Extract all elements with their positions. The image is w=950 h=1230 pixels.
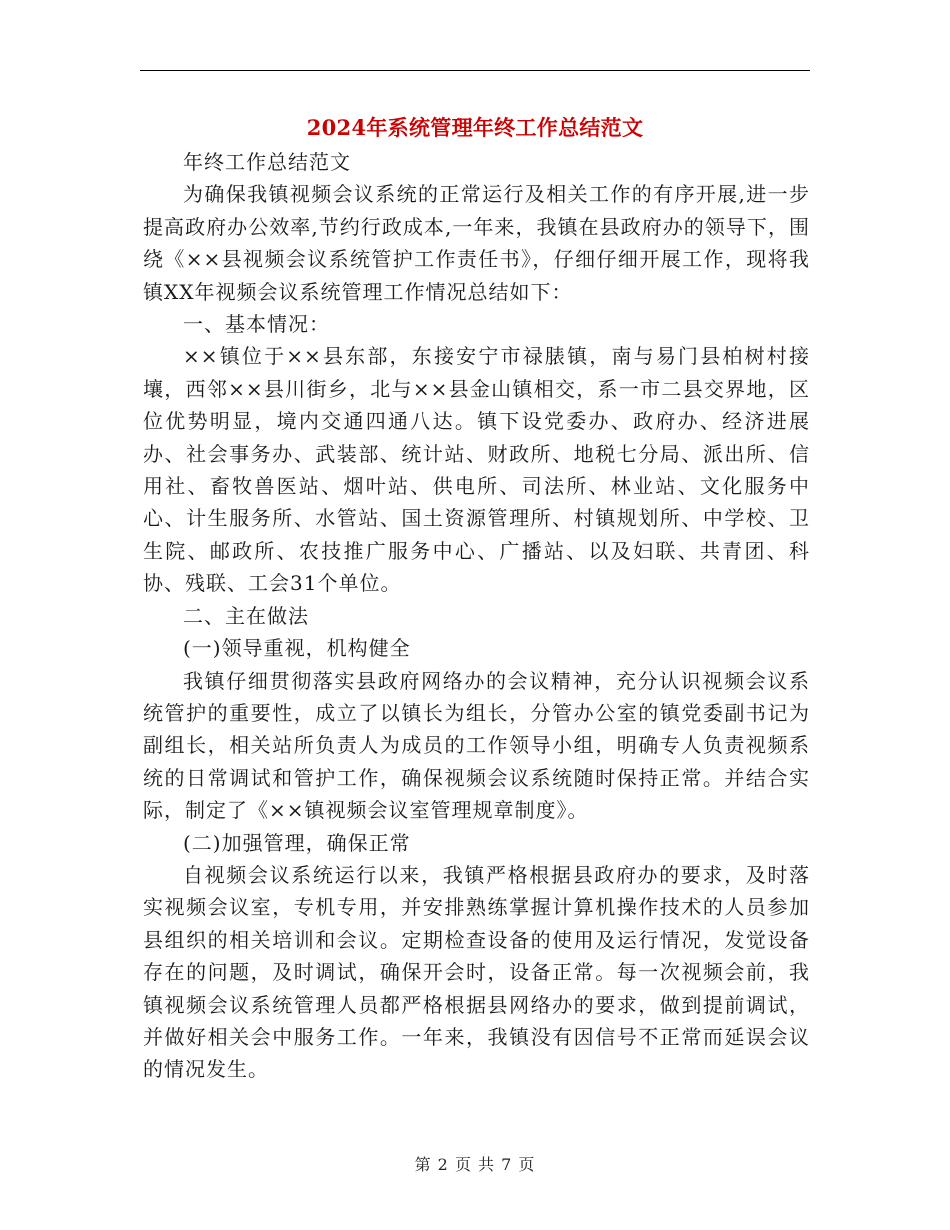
page-number-footer: 第 2 页 共 7 页 (414, 1155, 536, 1174)
subtitle-paragraph: 年终工作总结范文 (183, 150, 351, 174)
section-heading-basic: 一、基本情况： (183, 312, 330, 337)
header-rule (140, 70, 810, 71)
basic-info-paragraph: ××镇位于××县东部，东接安宁市禄脿镇，南与易门县柏树村接壤，西邻××县川街乡，北与××县金山镇相交，系一市二县交界地，区位优势明显，境内交通四通八达。镇下设党委办、政府办、经济进展办、社会事务办、武装部、统计站、财政所、地税七分局、派出所、信用社、畜牧兽医站、烟叶站、供电所、司法所、林业站、文化服务中心、计生服务所、水管站、国土资源管理所、村镇规划所、中学校、卫生院、邮政所、农技推广服务中心、广播站、以及妇联、共青团、科协、残联、工会31个单位。 (143, 344, 810, 596)
document-body (143, 146, 810, 1086)
subheading-leadership: (一)领导重视，机构健全 (183, 636, 411, 661)
intro-paragraph: 为确保我镇视频会议系统的正常运行及相关工作的有序开展,进一步提高政府办公效率,节约行政成本,一年来，我镇在县政府办的领导下，围绕《××县视频会议系统管护工作责任书》，仔细仔细开展工作，现将我镇XX年视频会议系统管理工作情况总结如下： (143, 182, 810, 304)
subheading-management: (二)加强管理，确保正常 (183, 830, 411, 855)
section-heading-practice: 二、主在做法 (183, 603, 309, 628)
leadership-paragraph: 我镇仔细贯彻落实县政府网络办的会议精神，充分认识视频会议系统管护的重要性，成立了以镇长为组长，分管办公室的镇党委副书记为副组长，相关站所负责人为成员的工作领导小组，明确专人负责视频系统的日常调试和管护工作，确保视频会议系统随时保持正常。并结合实际，制定了《××镇视频会议室管理规章制度》。 (143, 668, 810, 823)
document-title: 2024年系统管理年终工作总结范文 (306, 115, 644, 140)
management-paragraph: 自视频会议系统运行以来，我镇严格根据县政府办的要求，及时落实视频会议室，专机专用，并安排熟练掌握计算机操作技术的人员参加县组织的相关培训和会议。定期检查设备的使用及运行情况，发觉设备存在的问题，及时调试，确保开会时，设备正常。每一次视频会前，我镇视频会议系统管理人员都严格根据县网络办的要求，做到提前调试，并做好相关会中服务工作。一年来，我镇没有因信号不正常而延误会议的情况发生。 (143, 862, 810, 1082)
